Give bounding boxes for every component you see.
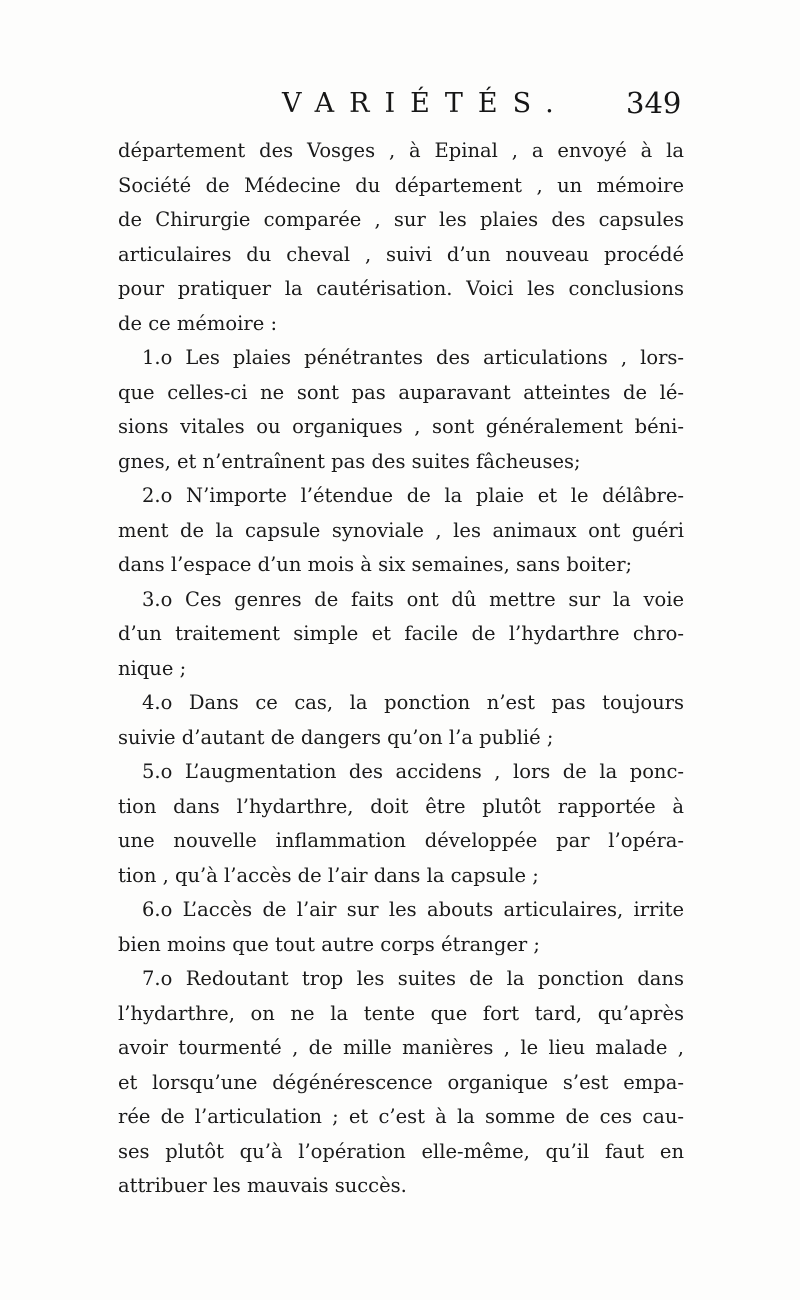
list-item-6-line: 6.o L’accès de l’air sur les abouts articulaires, irrite xyxy=(142,898,684,921)
list-item-4-line: 4.o Dans ce cas, la ponction n’est pas toujours xyxy=(142,691,684,714)
text-line: dans l’espace d’un mois à six semaines, sans boiter; xyxy=(118,553,633,576)
text-line: attribuer les mauvais succès. xyxy=(118,1174,407,1197)
text-line: Société de Médecine du département , un mémoire xyxy=(118,173,684,197)
list-item-7-line: 7.o Redoutant trop les suites de la ponction dans xyxy=(142,967,684,990)
body-text xyxy=(118,134,684,1204)
list-item-2-line: 2.o N’importe l’étendue de la plaie et le délâbre- xyxy=(142,484,684,507)
text-line: que celles-ci ne sont pas auparavant atteintes de lé- xyxy=(118,380,684,404)
page-header xyxy=(0,88,800,128)
text-line: de Chirurgie comparée , sur les plaies des capsules xyxy=(118,208,684,231)
text-line: de ce mémoire : xyxy=(118,311,278,335)
text-line: l’hydarthre, on ne la tente que fort tard, qu’après xyxy=(118,1001,684,1025)
text-line: sions vitales ou organiques , sont généralement béni- xyxy=(118,415,684,438)
text-line: une nouvelle inflammation développée par l’opéra- xyxy=(118,829,684,852)
page-number: 349 xyxy=(626,86,682,120)
text-line: tion dans l’hydarthre, doit être plutôt rapportée à xyxy=(118,794,684,818)
text-line: articulaires du cheval , suivi d’un nouveau procédé xyxy=(118,242,684,266)
list-item-1-line: 1.o Les plaies pénétrantes des articulations , lors- xyxy=(142,346,684,369)
text-line: bien moins que tout autre corps étranger ; xyxy=(118,932,540,956)
text-line: suivie d’autant de dangers qu’on l’a publié ; xyxy=(118,725,554,749)
text-line: et lorsqu’une dégénérescence organique s’est empa- xyxy=(118,1070,684,1094)
text-line: département des Vosges , à Epinal , a envoyé à la xyxy=(118,139,684,162)
text-line: tion , qu’à l’accès de l’air dans la capsule ; xyxy=(118,863,539,887)
text-line: avoir tourmenté , de mille manières , le lieu malade , xyxy=(118,1036,684,1059)
text-line: d’un traitement simple et facile de l’hydarthre chro- xyxy=(118,622,684,645)
text-line: rée de l’articulation ; et c’est à la somme de ces cau- xyxy=(118,1105,684,1128)
list-item-3-line: 3.o Ces genres de faits ont dû mettre sur la voie xyxy=(142,587,684,611)
text-line: ment de la capsule synoviale , les animaux ont guéri xyxy=(118,518,684,542)
text-line: nique ; xyxy=(118,656,187,680)
text-line: pour pratiquer la cautérisation. Voici les conclusions xyxy=(118,277,684,300)
text-line: gnes, et n’entraînent pas des suites fâcheuses; xyxy=(118,449,581,473)
running-title: VARIÉTÉS. xyxy=(282,88,569,119)
list-item-5-line: 5.o L’augmentation des accidens , lors de la ponc- xyxy=(142,760,684,783)
text-line: ses plutôt qu’à l’opération elle-même, qu’il faut en xyxy=(118,1139,684,1163)
